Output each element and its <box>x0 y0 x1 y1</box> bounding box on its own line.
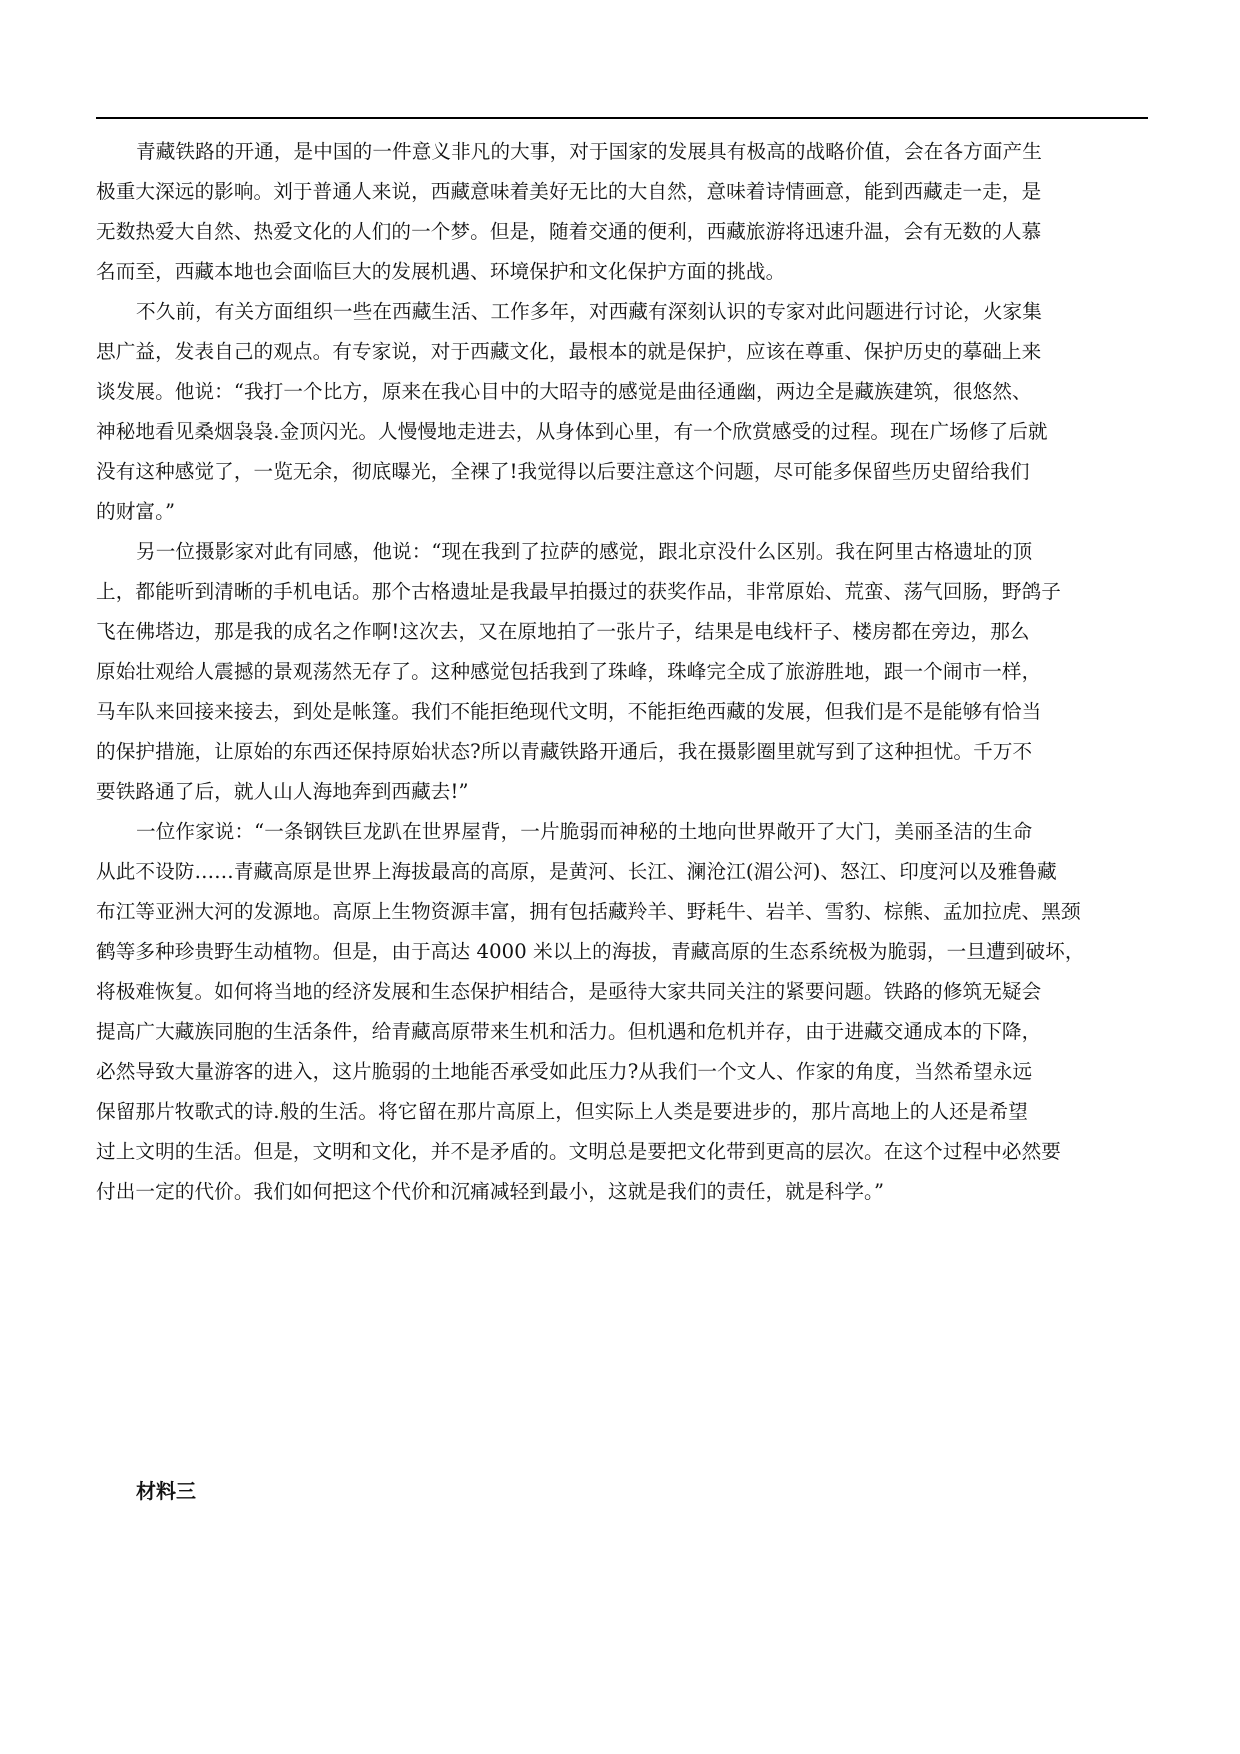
text-line: 保留那片牧歌式的诗.般的生活。将它留在那片高原上，但实际上人类是要进步的，那片高地上的人还是希望 <box>96 1100 1028 1123</box>
text-line: 鹤等多种珍贵野生动植物。但是，由于高达 4000 米以上的海拔，青藏高原的生态系统极为脆弱，一旦遭到破坏， <box>96 940 1085 963</box>
text-line: 不久前，有关方面组织一些在西藏生活、工作多年，对西藏有深刻认识的专家对此问题进行讨论，火家集 <box>136 300 1042 323</box>
text-line: 青藏铁路的开通，是中国的一件意义非凡的大事，对于国家的发展具有极高的战略价值，会在各方面产生 <box>136 140 1042 163</box>
paragraph-4 <box>96 812 1156 1212</box>
text-line: 从此不设防……青藏高原是世界上海拔最高的高原，是黄河、长江、澜沧江(湄公河)、怒江、印度河以及雅鲁藏 <box>96 860 1057 883</box>
text-line: 名而至，西藏本地也会面临巨大的发展机遇、环境保护和文化保护方面的挑战。 <box>96 260 786 283</box>
text-line: 谈发展。他说：“我打一个比方，原来在我心目中的大昭寺的感觉是曲径通幽，两边全是藏族建筑，很悠然、 <box>96 380 1032 403</box>
paragraph-2 <box>96 292 1156 532</box>
section-title: 材料三 <box>136 1479 196 1503</box>
text-line: 过上文明的生活。但是，文明和文化，并不是矛盾的。文明总是要把文化带到更高的层次。在这个过程中必然要 <box>96 1140 1061 1163</box>
text-line: 思广益，发表自己的观点。有专家说，对于西藏文化，最根本的就是保护，应该在尊重、保护历史的摹础上来 <box>96 340 1042 363</box>
text-line: 布江等亚洲大河的发源地。高原上生物资源丰富，拥有包括藏羚羊、野耗牛、岩羊、雪豹、棕熊、孟加拉虎、黑颈 <box>96 900 1081 923</box>
text-line: 马车队来回接来接去，到处是帐篷。我们不能拒绝现代文明，不能拒绝西藏的发展，但我们是不是能够有恰当 <box>96 700 1042 723</box>
text-line: 上，都能听到清晰的手机电话。那个古格遗址是我最早拍摄过的获奖作品，非常原始、荒蛮、荡气回肠，野鸽子 <box>96 580 1061 603</box>
text-line: 没有这种感觉了，一览无余，彻底曝光，全裸了!我觉得以后要注意这个问题，尽可能多保留些历史留给我们 <box>96 460 1030 483</box>
paragraph-1 <box>96 132 1156 292</box>
text-line: 无数热爱大自然、热爱文化的人们的一个梦。但是，随着交通的便利，西藏旅游将迅速升温，会有无数的人慕 <box>96 220 1042 243</box>
body-text <box>96 132 1156 1212</box>
header-rule <box>96 117 1148 119</box>
text-line: 一位作家说：“一条钢铁巨龙趴在世界屋背，一片脆弱而神秘的土地向世界敞开了大门，美丽圣洁的生命 <box>136 820 1033 843</box>
text-line: 的财富。” <box>96 500 176 523</box>
text-line: 神秘地看见桑烟袅袅.金顶闪光。人慢慢地走进去，从身体到心里，有一个欣赏感受的过程。现在广场修了后就 <box>96 420 1048 443</box>
text-line: 必然导致大量游客的进入，这片脆弱的土地能否承受如此压力?从我们一个文人、作家的角度，当然希望永远 <box>96 1060 1033 1083</box>
text-line: 的保护措施，让原始的东西还保持原始状态?所以青藏铁路开通后，我在摄影圈里就写到了这种担忧。千万不 <box>96 740 1033 763</box>
text-line: 飞在佛塔边，那是我的成名之作啊!这次去，又在原地拍了一张片子，结果是电线杆子、楼房都在旁边，那么 <box>96 620 1030 643</box>
text-line: 另一位摄影家对此有同感，他说：“现在我到了拉萨的感觉，跟北京没什么区别。我在阿里古格遗址的顶 <box>136 540 1033 563</box>
text-line: 原始壮观给人震撼的景观荡然无存了。这种感觉包括我到了珠峰，珠峰完全成了旅游胜地，跟一个闹市一样， <box>96 660 1042 683</box>
text-line: 要铁路通了后，就人山人海地奔到西藏去!” <box>96 780 469 803</box>
text-line: 付出一定的代价。我们如何把这个代价和沉痛减轻到最小，这就是我们的责任，就是科学。” <box>96 1180 885 1203</box>
paragraph-3 <box>96 532 1156 812</box>
text-line: 将极难恢复。如何将当地的经济发展和生态保护相结合，是亟待大家共同关注的紧要问题。铁路的修筑无疑会 <box>96 980 1042 1003</box>
text-line: 提高广大藏族同胞的生活条件，给青藏高原带来生机和活力。但机遇和危机并存，由于进藏交通成本的下降， <box>96 1020 1042 1043</box>
text-line: 极重大深远的影响。刘于普通人来说，西藏意味着美好无比的大自然，意味着诗情画意，能到西藏走一走，是 <box>96 180 1042 203</box>
